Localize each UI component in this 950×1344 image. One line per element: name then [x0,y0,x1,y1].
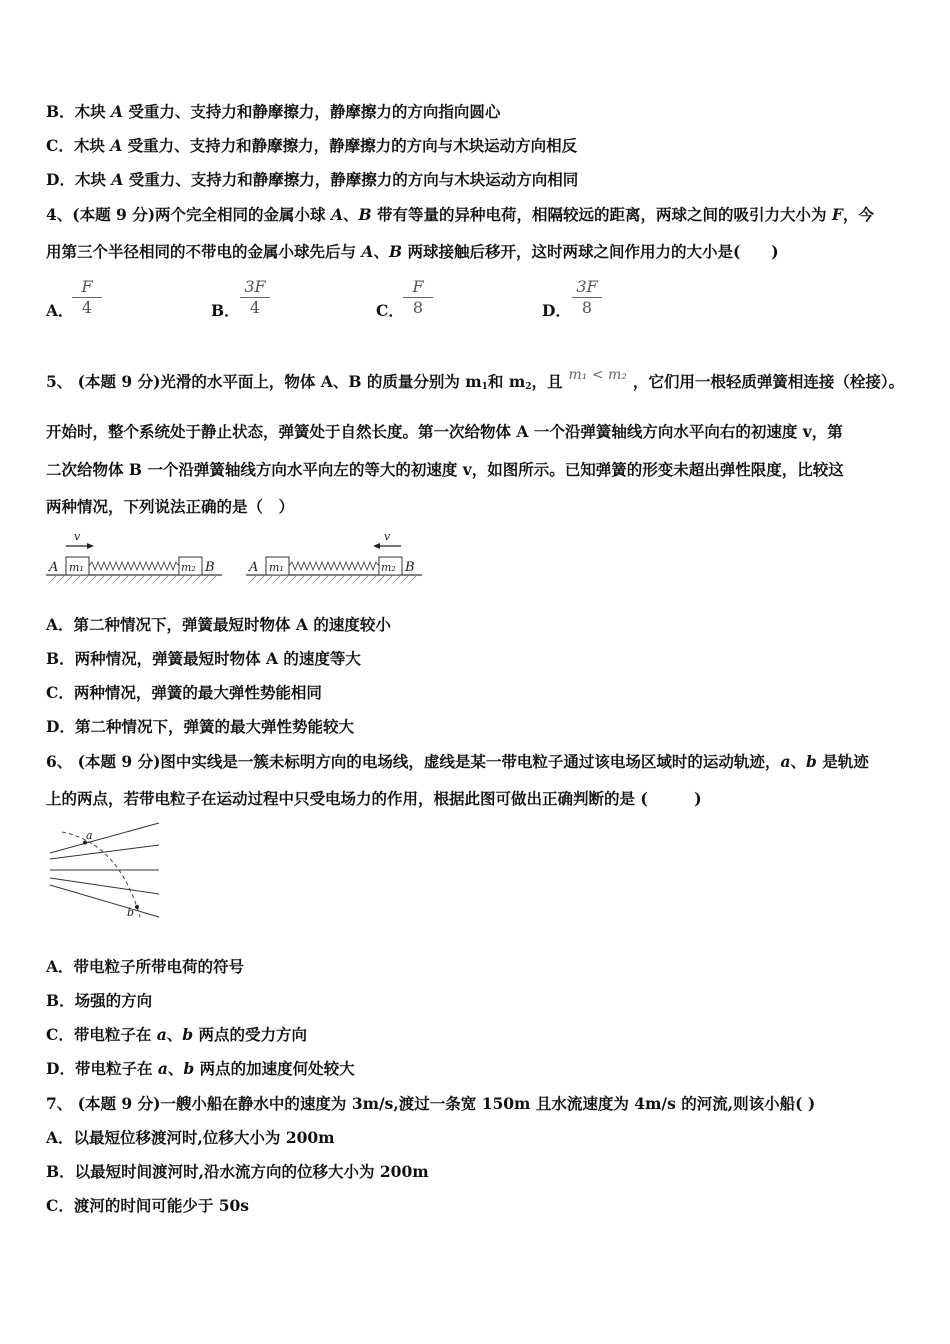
q5-fig2-label-a: A [249,560,259,575]
q4-option-b-label: B． [211,301,240,320]
q5-option-b: B．两种情况，弹簧最短时物体 A 的速度等大 [46,649,361,668]
q5-fig1-label-b: B [205,560,215,575]
point-b-label: b [127,906,135,919]
q5-option-c: C．两种情况，弹簧的最大弹性势能相同 [46,683,322,702]
q7-option-c: C．渡河的时间可能少于 50s [46,1196,250,1215]
particle-trajectory [62,832,140,917]
q7-stem: 7、 (本题 9 分)一艘小船在静水中的速度为 3m/s,渡过一条宽 150m 且水流速度为 4m/s 的河流,则该小船( ) [46,1094,816,1113]
q5-fig2-m2: m₂ [381,561,396,574]
field-line [50,823,159,853]
q4-stem-line2: 用第三个半径相同的不带电的金属小球先后与 A、B 两球接触后移开，这时两球之间作用力的大小是( ) [46,242,779,261]
q5-fig2-m1: m₁ [269,561,284,574]
q6-stem-line2: 上的两点，若带电粒子在运动过程中只受电场力的作用，根据此图可做出正确判断的是 ( ) [46,789,702,808]
q6-stem-line1: 6、 (本题 9 分)图中实线是一簇未标明方向的电场线，虚线是某一带电粒子通过该电场区域时的运动轨迹，a、b 是轨迹 [46,752,869,771]
q6-option-a: A．带电粒子所带电荷的符号 [46,957,245,976]
q5-mass-inequality: m₁ < m₂ [568,367,627,383]
q5-fig2-velocity: v [384,530,391,543]
q4-option-c-fraction: $\frac{F}{8}$ [403,277,433,318]
field-line [50,845,159,859]
q5-spring-figure [44,530,434,586]
q4-option-b-fraction: $\frac{3F}{4}$ [240,277,270,318]
q5-fig1-label-a: A [49,560,59,575]
q4-option-d-label: D． [542,301,571,320]
q4-stem-line1: 4、(本题 9 分)两个完全相同的金属小球 A、B 带有等量的异种电荷，相隔较远的距离，两球之间的吸引力大小为 F，今 [46,205,874,224]
point-b [135,905,139,909]
q5-fig1-m2: m₂ [181,561,196,574]
q6-option-b: B．场强的方向 [46,991,153,1010]
q5-fig1-m1: m₁ [69,561,84,574]
q7-option-a: A．以最短位移渡河时,位移大小为 200m [46,1128,335,1147]
q7-option-b: B．以最短时间渡河时,沿水流方向的位移大小为 200m [46,1162,429,1181]
q4-option-c-label: C． [376,301,404,320]
q5-stem-line2: 开始时，整个系统处于静止状态，弹簧处于自然长度。第一次给物体 A 一个沿弹簧轴线方向水平向右的初速度 v，第 [46,422,843,441]
q6-option-d: D．带电粒子在 a、b 两点的加速度何处较大 [46,1059,355,1078]
q6-field-figure [44,818,168,922]
q5-fig2-label-b: B [405,560,415,575]
q6-option-c: C．带电粒子在 a、b 两点的受力方向 [46,1025,308,1044]
q4-option-a-fraction: $\frac{F}{4}$ [72,277,102,318]
field-line [50,885,159,917]
q5-figure-case1 [46,530,222,582]
field-line [50,878,159,894]
q5-option-a: A．第二种情况下，弹簧最短时物体 A 的速度较小 [46,615,391,634]
q4-option-d-fraction: $\frac{3F}{8}$ [572,277,602,318]
q5-stem-line4: 两种情况，下列说法正确的是（ ） [46,497,295,516]
q5-stem-line3: 二次给物体 B 一个沿弹簧轴线方向水平向左的等大的初速度 v，如图所示。已知弹簧的形变未超出弹性限度，比较这 [46,460,844,479]
q5-fig1-velocity: v [74,530,81,543]
q5-option-d: D．第二种情况下，弹簧的最大弹性势能较大 [46,717,354,736]
q3-option-b: B．木块 A 受重力、支持力和静摩擦力，静摩擦力的方向指向圆心 [46,102,501,121]
q4-option-a-label: A． [46,301,74,320]
q3-option-d: D．木块 A 受重力、支持力和静摩擦力，静摩擦力的方向与木块运动方向相同 [46,170,579,189]
q5-figure-case2 [246,530,422,582]
point-a-label: a [86,829,93,842]
q5-stem-line1: 5、 (本题 9 分)光滑的水平面上，物体 A、B 的质量分别为 $m_1$和 $m_2$，且 m₁ < m₂ ，它们用一根轻质弹簧相连接（栓接）。 [46,367,905,392]
q3-option-c: C．木块 A 受重力、支持力和静摩擦力，静摩擦力的方向与木块运动方向相反 [46,136,578,155]
